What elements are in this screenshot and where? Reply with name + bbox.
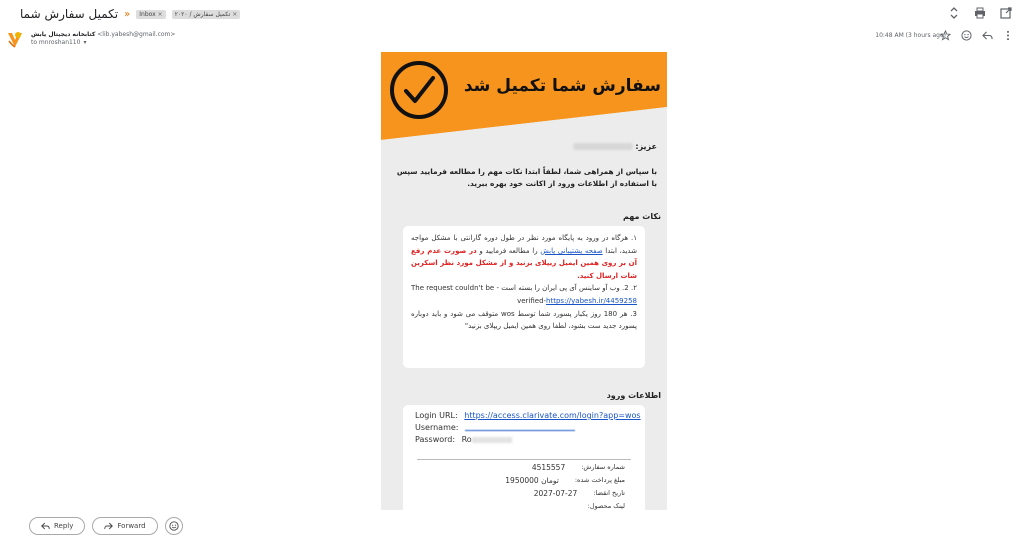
greeting: [399, 142, 657, 151]
note-1-warning: در صورت عدم رفع آن بر روی همین ایمیل ریپلای بزنید و از مشکل مورد نظر اسکرین شات ارسال کنید.: [411, 246, 637, 280]
note-2-text: ۲. 2. وب آو ساینس آی پی ایران را بسته است - The request couldn't be verified-: [411, 284, 638, 305]
order-number-label: شماره سفارش:: [581, 463, 625, 471]
recipient-line[interactable]: [31, 39, 175, 47]
label-inbox[interactable]: [136, 10, 165, 19]
password-label: Password:: [415, 435, 456, 444]
login-info-title: اطلاعات ورود: [606, 391, 661, 400]
reply-icon[interactable]: [981, 29, 993, 41]
star-icon[interactable]: [939, 29, 951, 41]
open-new-window-icon[interactable]: [1000, 7, 1012, 19]
subject-row: [20, 6, 240, 22]
sender-name[interactable]: کتابخانه دیجیتال یابش: [31, 31, 96, 38]
note-2-link[interactable]: https://yabesh.ir/4459258: [546, 296, 637, 305]
label-order-text: تکمیل سفارش / ۲۰۲۰: [174, 10, 231, 18]
label-inbox-text: Inbox: [139, 10, 156, 18]
reply-arrow-icon: [41, 522, 50, 530]
intro-paragraph: با سپاس از همراهی شما، لطفاً ابتدا نکات مهم را مطالعه فرمایید سپس با استفاده از اطلاعات ورود از اکانت خود بهره ببرید.: [396, 167, 657, 188]
note-3: 3. هر 180 روز یکبار پسورد شما توسط wos متوقف می شود و باید دوباره پسورد جدید ست بشود، لطفا روی همین ایمیل ریپلای بزنید": [411, 309, 638, 331]
message-toolbar: [939, 29, 1014, 41]
banner-title: سفارش شما تکمیل شد: [463, 76, 661, 96]
note-2: [411, 282, 637, 307]
login-url-link[interactable]: https://access.clarivate.com/login?app=wos: [464, 411, 641, 420]
note-1-text: ۱. هرگاه در ورود به پایگاه مورد نظر در طول دوره گارانتی با مشکل مواجه شدید، ابتدا: [411, 234, 637, 255]
label-order[interactable]: [172, 10, 241, 19]
login-url-row: [415, 411, 641, 420]
email-body-card: [381, 52, 667, 510]
reply-label: Reply: [54, 522, 74, 530]
amount-value: 1950000 تومان: [505, 476, 559, 485]
expiry-value: 2027-07-27: [533, 489, 578, 498]
message-time: 10:48 AM (3 hours ago): [875, 32, 946, 39]
product-link-label: لینک محصول:: [587, 502, 625, 510]
notes-title: نکات مهم: [623, 212, 661, 221]
reply-button[interactable]: [29, 517, 85, 535]
login-url-label: Login URL:: [415, 411, 458, 420]
note-1-text-b: را مطالعه فرمایید و: [479, 246, 538, 255]
redacted-name: [573, 143, 633, 150]
redacted-password: [472, 437, 512, 443]
sender-avatar[interactable]: [6, 29, 24, 49]
forward-arrow-icon: [104, 522, 113, 530]
emoji-reaction-button[interactable]: [165, 517, 183, 535]
password-row: [415, 435, 512, 444]
more-vert-icon[interactable]: [1002, 29, 1014, 41]
chevron-down-icon[interactable]: ▾: [83, 39, 87, 46]
greeting-text: عزیز:: [635, 142, 657, 151]
importance-marker-icon[interactable]: »: [124, 8, 131, 20]
expiry-label: تاریخ انقضا:: [593, 489, 625, 497]
note-1: [411, 232, 637, 282]
password-value: Ro: [461, 435, 472, 444]
amount-row: [505, 476, 625, 485]
emoji-icon[interactable]: [960, 29, 972, 41]
order-number-row: [532, 463, 625, 472]
notes-box: [403, 226, 645, 368]
product-link-row: [588, 502, 625, 510]
support-page-link[interactable]: صفحه پشتیبانی یابش: [540, 246, 603, 255]
label-order-remove-icon[interactable]: ×: [232, 10, 238, 18]
expiry-row: [534, 489, 625, 498]
redacted-username[interactable]: [465, 424, 575, 431]
emoji-icon: [169, 521, 179, 531]
thread-toolbar: [948, 7, 1012, 19]
sender-info: [31, 31, 175, 47]
username-label: Username:: [415, 423, 459, 432]
label-inbox-remove-icon[interactable]: ×: [157, 10, 163, 18]
sender-email: <lib.yabesh@gmail.com>: [97, 31, 176, 38]
amount-label: مبلغ پرداخت شده:: [574, 476, 625, 484]
order-number-value: 4515557: [531, 463, 566, 472]
divider: [417, 459, 631, 460]
up-down-arrows-icon[interactable]: [948, 7, 960, 19]
forward-label: Forward: [117, 522, 146, 530]
username-row: [415, 423, 575, 432]
recipient-text: to mnroshan110: [31, 39, 81, 46]
forward-button[interactable]: [92, 517, 157, 535]
reply-bar: [29, 517, 183, 535]
email-subject: تکمیل سفارش شما: [20, 7, 119, 21]
login-info-box: [403, 405, 645, 510]
print-icon[interactable]: [974, 7, 986, 19]
